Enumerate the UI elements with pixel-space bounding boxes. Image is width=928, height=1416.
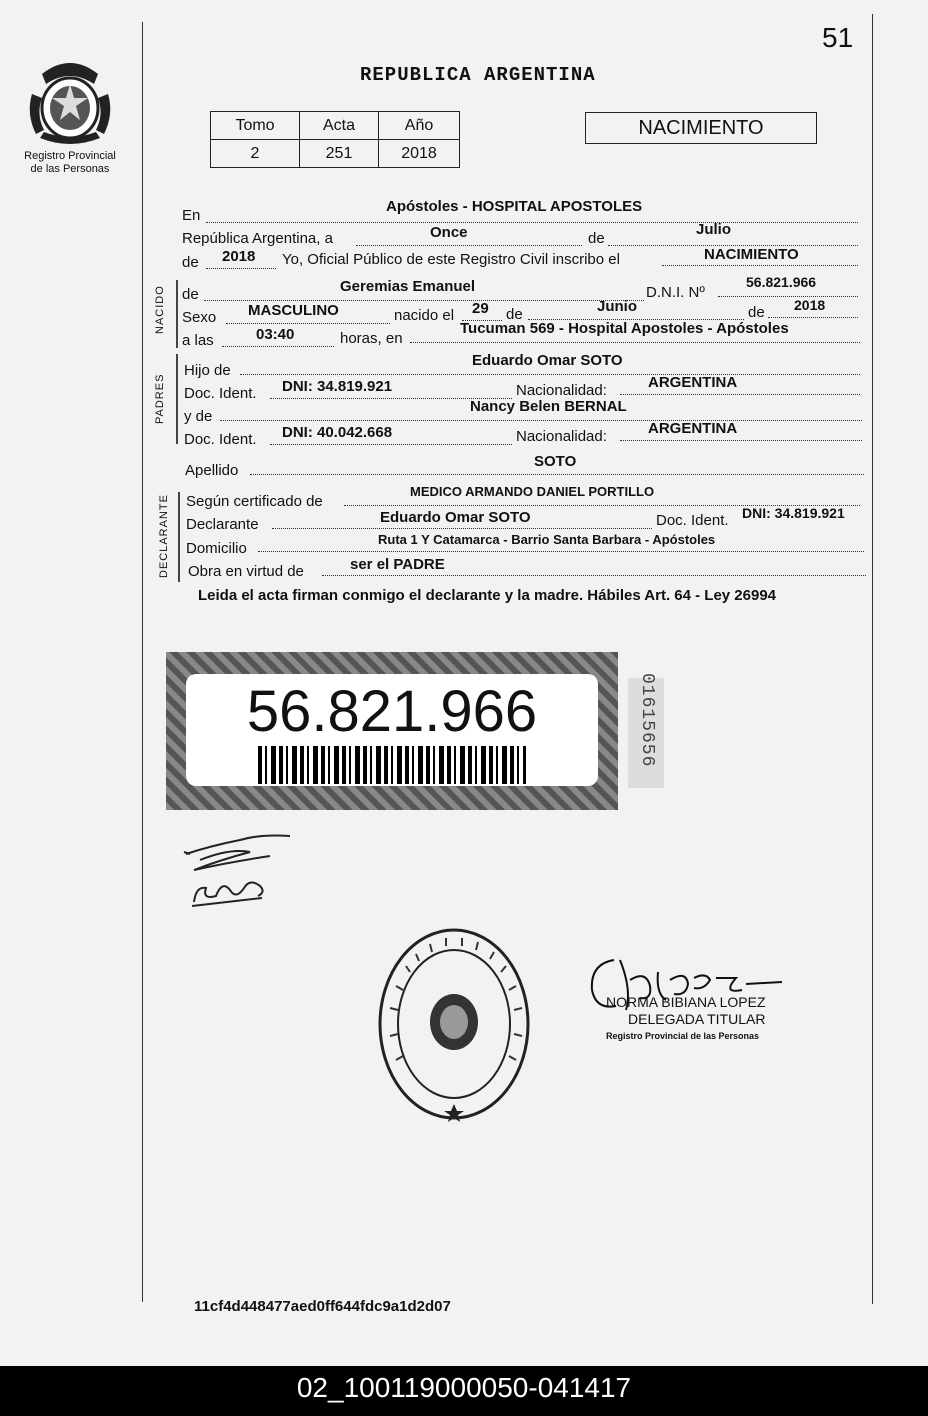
declarante-section-label: DECLARANTE [158, 494, 170, 578]
dotted-line [240, 374, 860, 375]
apellido-label: Apellido [185, 462, 239, 479]
mother-signature-icon [186, 866, 276, 916]
dotted-line [272, 528, 652, 529]
official-stamp-icon [376, 926, 532, 1122]
reading-note: Leida el acta firman conmigo el declarante y la madre. Hábiles Art. 64 - Ley 26994 [198, 587, 777, 604]
officer-org: Registro Provincial de las Personas [606, 1031, 760, 1041]
section-divider [178, 492, 180, 582]
dotted-line [206, 268, 276, 269]
dotted-line [322, 575, 866, 576]
cert-value: MEDICO ARMANDO DANIEL PORTILLO [410, 484, 655, 499]
dotted-line [662, 265, 858, 266]
tomo-value: 2 [211, 140, 300, 168]
sticker-serial: 01615656 [637, 673, 657, 768]
en-label: En [182, 207, 201, 224]
hijo-label: Hijo de [184, 362, 231, 379]
dotted-line [204, 300, 644, 301]
birth-day: 29 [472, 300, 489, 317]
alas-label: a las [182, 332, 214, 349]
record-table [210, 111, 460, 168]
mother-doc-label: Doc. Ident. [184, 431, 257, 448]
month-value: Julio [696, 221, 732, 238]
horas-label: horas, en [340, 330, 403, 347]
officer-name: NORMA BIBIANA LOPEZ [606, 994, 766, 1010]
nacido-section-label: NACIDO [154, 285, 166, 334]
birth-de-label: de [506, 306, 523, 323]
document-hash: 11cf4d448477aed0ff644fdc9a1d2d07 [194, 1298, 451, 1315]
father-doc: DNI: 34.819.921 [282, 378, 393, 395]
dni-sticker [166, 652, 618, 810]
mother-nat-label: Nacionalidad: [516, 428, 607, 445]
record-table-values [211, 140, 460, 168]
declarante-doc: DNI: 34.819.921 [742, 505, 845, 521]
mother-name: Nancy Belen BERNAL [470, 398, 627, 415]
dotted-line [258, 551, 864, 552]
dotted-line [250, 474, 864, 475]
birth-month: Junio [597, 298, 637, 315]
dotted-line [270, 444, 512, 445]
dotted-line [768, 317, 858, 318]
dotted-line [718, 296, 858, 297]
sexo-label: Sexo [182, 309, 217, 326]
record-table-header [211, 112, 460, 140]
logo-caption [12, 150, 128, 176]
right-margin-line [872, 14, 873, 1304]
sticker-label [186, 674, 598, 786]
sexo-value: MASCULINO [248, 302, 339, 319]
birth-time: 03:40 [256, 326, 295, 343]
declarante-doc-label: Doc. Ident. [656, 512, 729, 529]
nacido-dni: 56.821.966 [746, 274, 817, 290]
yo-label: Yo, Oficial Público de este Registro Civil inscribo el [282, 251, 620, 268]
father-name: Eduardo Omar SOTO [472, 352, 623, 369]
section-divider [176, 354, 178, 444]
dotted-line [620, 394, 860, 395]
officer-signature-block [606, 994, 766, 1045]
father-doc-label: Doc. Ident. [184, 385, 257, 402]
dotted-line [220, 420, 862, 421]
cert-label: Según certificado de [186, 493, 323, 510]
republica-label: República Argentina, a [182, 230, 333, 247]
mother-doc: DNI: 40.042.668 [282, 424, 393, 441]
mother-nationality: ARGENTINA [648, 420, 738, 437]
nacido-name: Geremias Emanuel [340, 278, 476, 295]
logo-caption-line-2: de las Personas [30, 163, 110, 175]
col-acta: Acta [300, 112, 379, 140]
birth-de-label-2: de [748, 304, 765, 321]
col-tomo: Tomo [211, 112, 300, 140]
officer-role: DELEGADA TITULAR [628, 1011, 766, 1027]
day-value: Once [430, 224, 468, 241]
obra-value: ser el PADRE [350, 556, 445, 573]
domicilio-label: Domicilio [186, 540, 247, 557]
footer-id-bar [0, 1366, 928, 1416]
sticker-serial-tab [628, 673, 664, 788]
dotted-line [410, 342, 860, 343]
de-label: de [588, 230, 605, 247]
father-nat-label: Nacionalidad: [516, 382, 607, 399]
padres-section-label: PADRES [154, 373, 166, 424]
left-margin-line [142, 22, 143, 1302]
col-anio: Año [379, 112, 460, 140]
nacido-el-label: nacido el [394, 307, 455, 324]
dni-label: D.N.I. Nº [646, 284, 705, 301]
inscribo-value: NACIMIENTO [704, 246, 799, 263]
footer-id: 02_100119000050-041417 [296, 1372, 632, 1403]
acta-value: 251 [300, 140, 379, 168]
yde-label: y de [184, 408, 213, 425]
de-year-label: de [182, 254, 199, 271]
nacido-de-label: de [182, 286, 199, 303]
birth-place: Tucuman 569 - Hospital Apostoles - Apóstoles [460, 320, 789, 337]
obra-label: Obra en virtud de [188, 563, 304, 580]
year-value: 2018 [222, 248, 256, 265]
anio-value: 2018 [379, 140, 460, 168]
domicilio-value: Ruta 1 Y Catamarca - Barrio Santa Barbara - Apóstoles [378, 532, 716, 547]
barcode-icon [258, 746, 526, 784]
dotted-line [206, 222, 858, 223]
page-title: REPUBLICA ARGENTINA [360, 64, 596, 86]
provincial-logo [22, 54, 118, 150]
section-divider [176, 280, 178, 348]
birth-year: 2018 [794, 297, 826, 313]
declarante-label: Declarante [186, 516, 259, 533]
dotted-line [222, 346, 334, 347]
dotted-line [620, 440, 862, 441]
record-kind-box: NACIMIENTO [585, 112, 817, 144]
misiones-coat-of-arms-icon [22, 54, 118, 150]
dotted-line [356, 245, 582, 246]
dotted-line [226, 323, 390, 324]
logo-caption-line-1: Registro Provincial [24, 150, 116, 162]
page-number: 51 [822, 22, 854, 53]
apellido-value: SOTO [534, 453, 577, 470]
father-nationality: ARGENTINA [648, 374, 738, 391]
sticker-number: 56.821.966 [246, 679, 538, 744]
en-value: Apóstoles - HOSPITAL APOSTOLES [386, 198, 643, 215]
declarante-value: Eduardo Omar SOTO [380, 509, 531, 526]
